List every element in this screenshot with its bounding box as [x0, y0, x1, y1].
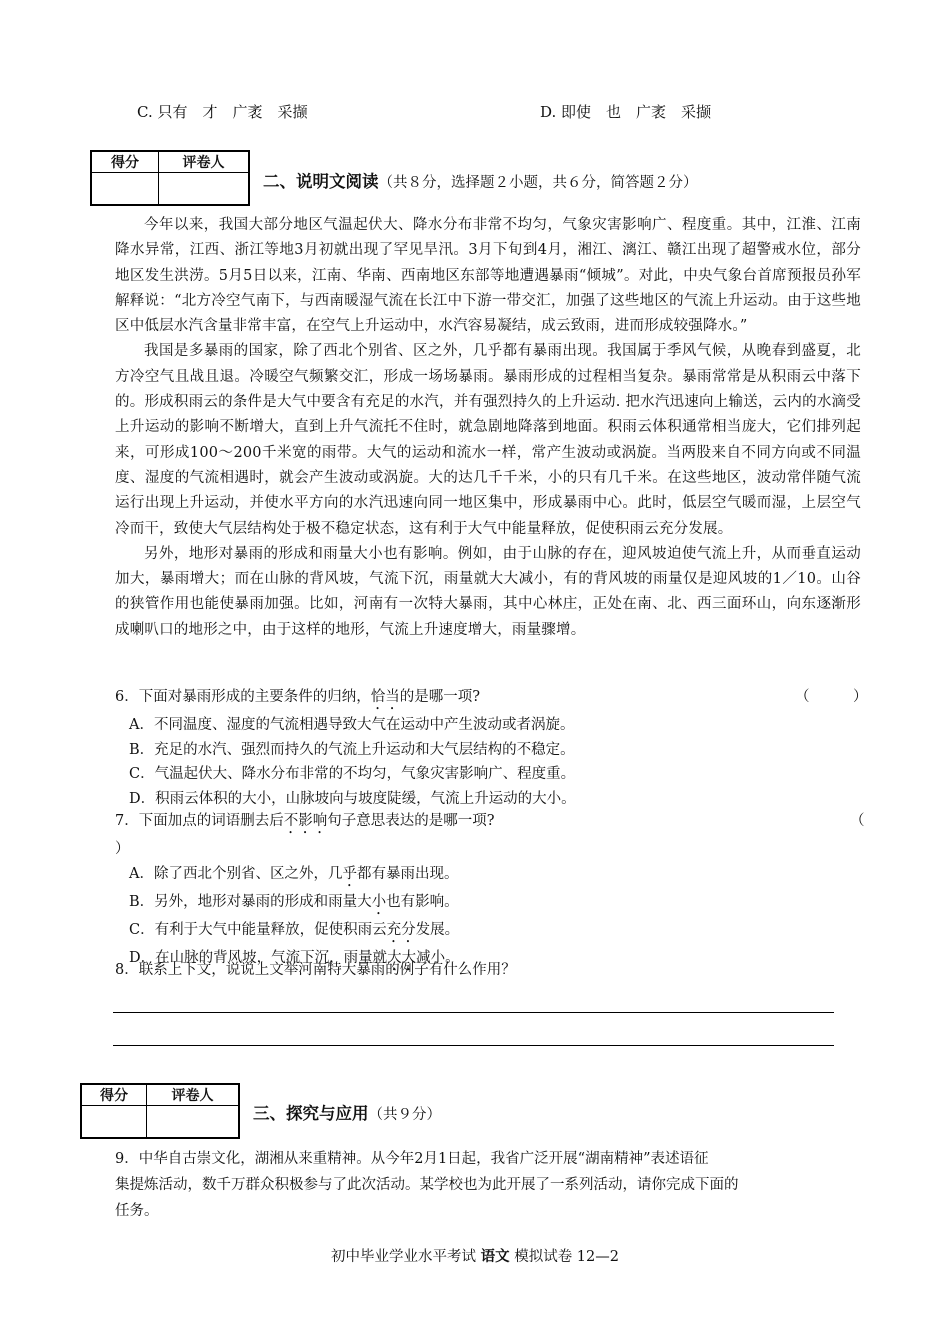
- section2-note: （共８分，选择题２小题，共６分，简答题２分）: [378, 175, 698, 191]
- score-cell-2[interactable]: [81, 1106, 147, 1139]
- score-cell[interactable]: [91, 173, 159, 206]
- page-footer: [0, 1245, 950, 1266]
- passage-paragraph-1: 今年以来，我国大部分地区气温起伏大、降水分布非常不均匀，气象灾害影响广、程度重。其中，江淮、江南降水异常，江西、浙江等地3月初就出现了罕见旱汛。3月下旬到4月，湘江、漓江、赣江出现了超警戒水位，部分地区发生洪涝。5月5日以来，江南、华南、西南地区东部等地遭遇暴雨“倾城”。对此，中央气象台首席预报员孙军解释说：“北方冷空气南下，与西南暖湿气流在长江中下游一带交汇，加强了这些地区的气流上升运动。由于这些地区中低层水汽含量非常丰富，在空气上升运动中，水汽容易凝结，成云致雨，进而形成较强降水。”: [115, 217, 861, 335]
- reviewer-header-2: 评卷人: [147, 1084, 240, 1106]
- footer-page: 模拟试卷 12—2: [509, 1249, 619, 1265]
- question-6: [115, 685, 868, 811]
- q7-bracket-open[interactable]: （: [850, 813, 865, 829]
- q9-line-3: 任务。: [115, 1203, 159, 1219]
- q7-bracket-close[interactable]: ）: [115, 841, 130, 857]
- section2-title: 二、说明文阅读: [263, 172, 379, 191]
- section3-note: （共９分）: [368, 1107, 441, 1123]
- passage-paragraph-3: 另外，地形对暴雨的形成和雨量大小也有影响。例如，由于山脉的存在，迎风坡迫使气流上升，从而垂直运动加大，暴雨增大；而在山脉的背风坡，气流下沉，雨量就大大减小，有的背风坡的雨量仅是迎风坡的1／10。山谷的狭管作用也能使暴雨加强。比如，河南有一次特大暴雨，其中心林庄，正处在南、北、西三面环山，向东逐渐形成喇叭口的地形之中，由于这样的地形，气流上升速度增大，雨量骤增。: [115, 545, 861, 638]
- section2-heading: [263, 168, 698, 192]
- option-c: C. 只有 才 广袤 采撷: [137, 103, 308, 121]
- q7-stem-emphasis: 不影响: [283, 813, 328, 829]
- score-box: [90, 150, 250, 206]
- reviewer-header: 评卷人: [159, 151, 250, 173]
- reviewer-cell-2[interactable]: [147, 1106, 240, 1139]
- answer-line-1[interactable]: [113, 1012, 834, 1013]
- q6-stem-emphasis: 恰当: [370, 689, 400, 705]
- q6-answer-bracket[interactable]: （ ）: [795, 689, 868, 705]
- passage-paragraph-2: 我国是多暴雨的国家，除了西北个别省、区之外，几乎都有暴雨出现。我国属于季风气候，从晚春到盛夏，北方冷空气且战且退。冷暖空气频繁交汇，形成一场场暴雨。暴雨形成的过程相当复杂。暴雨常常是从积雨云中落下的。形成积雨云的条件是大气中要含有充足的水汽，并有强烈持久的上升运动. 把水汽迅速向上输送，云内的水滴受上升运动的影响不断增大，直到上升气流托不住时，就急剧地降落到地面。积雨云体积通常相当庞大，它们排列起来，可形成100～200千米宽的雨带。大气的运动和流水一样，常产生波动或涡旋。当两股来自不同方向或不同温度、湿度的气流相遇时，就会产生波动或涡旋。大的达几千千米，小的只有几千米。在这些地区，波动常伴随气流运行出现上升运动，并使水平方向的水汽迅速向同一地区集中，形成暴雨中心。此时，低层空气暖而湿，上层空气冷而干，致使大气层结构处于极不稳定状态，这有利于大气中能量释放，促使积雨云充分发展。: [115, 343, 861, 537]
- score-header: 得分: [91, 151, 159, 173]
- q7-stem-b: 句子意思表达的是哪一项?: [327, 813, 495, 829]
- q6-option-c[interactable]: C．气温起伏大、降水分布非常的不均匀，气象灾害影响广、程度重。: [129, 766, 576, 782]
- passage: [115, 213, 861, 643]
- question-9: [115, 1146, 865, 1224]
- q7-stem-a: 7．下面加点的词语删去后: [115, 813, 284, 829]
- q7-option-c[interactable]: C．有利于大气中能量释放，促使积雨云充分发展。: [129, 921, 460, 938]
- question-8: 8．联系上下文，说说上文举河南特大暴雨的例子有什么作用？: [115, 962, 516, 978]
- option-d: D. 即使 也 广袤 采撷: [540, 103, 712, 121]
- q7-option-d[interactable]: D．在山脉的背风坡，气流下沉，雨量就大大减小。: [129, 949, 460, 966]
- footer-text: 初中毕业学业水平考试: [330, 1249, 481, 1265]
- q6-option-d[interactable]: D．积雨云体积的大小，山脉坡向与坡度陡缓，气流上升运动的大小。: [129, 790, 576, 807]
- score-box-2: [80, 1083, 240, 1139]
- score-header-2: 得分: [81, 1084, 147, 1106]
- q6-option-b[interactable]: B．充足的水汽、强烈而持久的气流上升运动和大气层结构的不稳定。: [129, 741, 575, 758]
- q6-option-a[interactable]: A．不同温度、湿度的气流相遇导致大气在运动中产生波动或者涡旋。: [129, 717, 575, 733]
- q6-stem-b: 的是哪一项?: [399, 689, 481, 705]
- question-7: [115, 809, 865, 974]
- q7-option-a[interactable]: A．除了西北个别省、区之外，几乎都有暴雨出现。: [129, 865, 459, 882]
- q6-stem-a: 6．下面对暴雨形成的主要条件的归纳，: [115, 689, 371, 705]
- q7-option-b[interactable]: B．另外，地形对暴雨的形成和雨量大小也有影响。: [129, 893, 459, 910]
- section3-title: 三、探究与应用: [253, 1104, 369, 1123]
- section3-heading: [253, 1100, 441, 1124]
- answer-line-2[interactable]: [113, 1045, 834, 1046]
- footer-subject: 语文: [480, 1248, 510, 1265]
- q9-line-1: 9．中华自古崇文化，湖湘从来重精神。从今年2月1日起，我省广泛开展“湖南精神”表述语征: [115, 1151, 709, 1167]
- q9-line-2: 集提炼活动，数千万群众积极参与了此次活动。某学校也为此开展了一系列活动，请你完成下面的: [115, 1177, 739, 1193]
- reviewer-cell[interactable]: [159, 173, 250, 206]
